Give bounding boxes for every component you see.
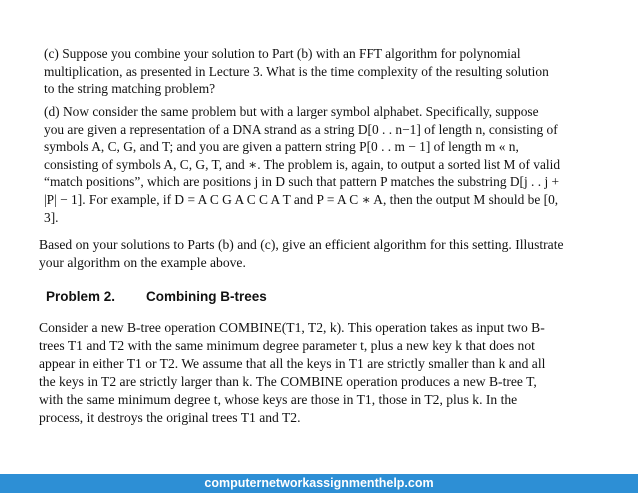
part-c-paragraph <box>44 45 549 98</box>
text-line: Consider a new B-tree operation COMBINE(T1, T2, k). This operation takes as input two B- <box>39 320 545 335</box>
text-line: the keys in T2 are strictly larger than k. The COMBINE operation produces a new B-tree T, <box>39 374 537 389</box>
text-line: you are given a representation of a DNA strand as a string D[0 . . n−1] of length n, consisting of <box>44 121 558 137</box>
footer-bar <box>0 474 638 493</box>
text-line: with the same minimum degree t, whose keys are those in T1, those in T2, plus k. In the <box>39 392 518 407</box>
based-on-paragraph <box>39 236 564 271</box>
text-line: “match positions”, which are positions j in D such that pattern P matches the substring D[j . . j + <box>44 174 560 190</box>
text-line: |P| − 1]. For example, if D = A C G A C C A T and P = A C ∗ A, then the output M should be [0, <box>44 191 559 207</box>
text-line: to the string matching problem? <box>44 81 216 97</box>
problem-2-paragraph <box>39 319 545 427</box>
text-line: appear in either T1 or T2. We assume that all the keys in T1 are strictly smaller than k and all <box>39 356 546 371</box>
text-line: 3]. <box>44 209 59 225</box>
text-line: process, it destroys the original trees T1 and T2. <box>39 410 301 425</box>
problem-number: Problem 2. <box>46 289 116 304</box>
text-line: multiplication, as presented in Lecture 3. What is the time complexity of the resulting solution <box>44 63 549 79</box>
text-line: your algorithm on the example above. <box>39 254 246 270</box>
part-d-paragraph <box>44 103 560 226</box>
text-line: trees T1 and T2 with the same minimum degree parameter t, plus a new key k that does not <box>39 338 535 353</box>
text-line: Based on your solutions to Parts (b) and (c), give an efficient algorithm for this setting. Illustrate <box>39 237 564 252</box>
text-line: (d) Now consider the same problem but with a larger symbol alphabet. Specifically, suppose <box>44 104 539 119</box>
text-line: (c) Suppose you combine your solution to Part (b) with an FFT algorithm for polynomial <box>44 46 521 61</box>
problem-title: Combining B-trees <box>146 289 267 304</box>
footer-url-link[interactable]: computernetworkassignmenthelp.com <box>204 476 434 490</box>
text-line: consisting of symbols A, C, G, T, and ∗. The problem is, again, to output a sorted list M of valid <box>44 156 561 172</box>
text-line: symbols A, C, G, and T; and you are given a pattern string P[0 . . m − 1] of length m « n, <box>44 139 519 155</box>
problem-2-heading <box>46 289 267 304</box>
